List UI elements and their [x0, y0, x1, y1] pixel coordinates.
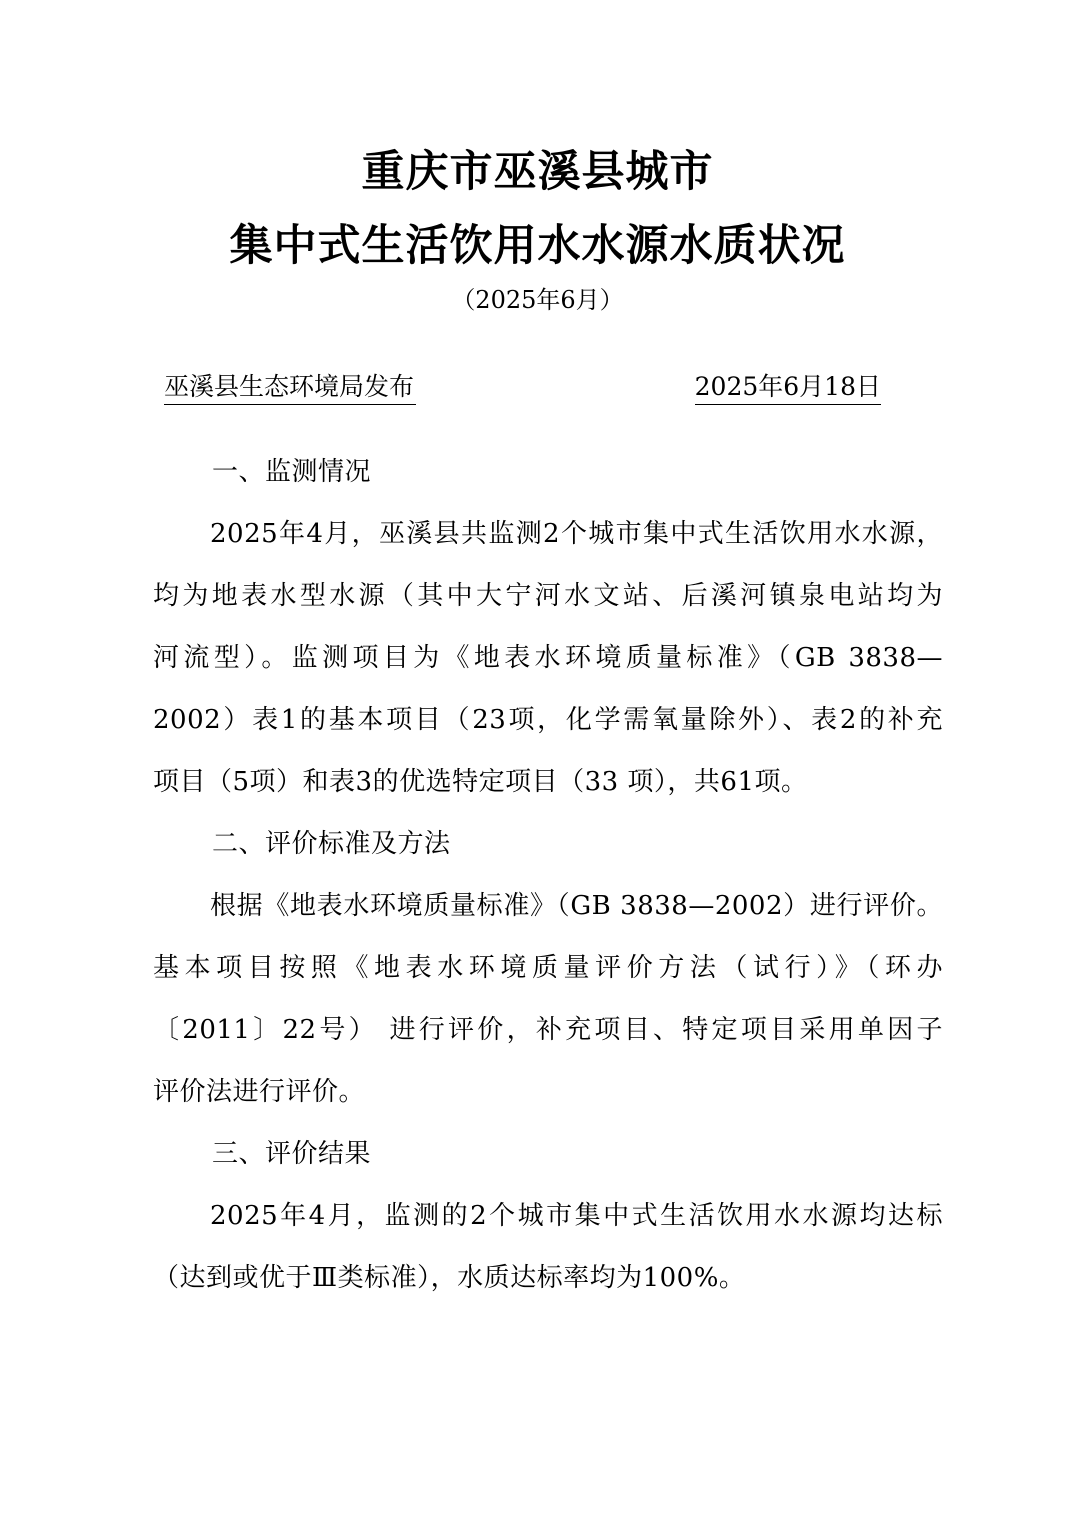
- paragraph-line: 根据《地表水环境质量标准》（GB 3838—2002）进行评价。: [210, 891, 943, 921]
- paragraph-line: 基本项目按照《地表水环境质量评价方法（试行）》（环办: [153, 953, 943, 983]
- paragraph-line: 2025年4月，巫溪县共监测2个城市集中式生活饮用水水源，: [210, 519, 943, 549]
- paragraph-line: （达到或优于Ⅲ类标准），水质达标率均为100%。: [153, 1263, 746, 1293]
- paragraph-line: 河流型）。监测项目为《地表水环境质量标准》（GB 3838—: [153, 643, 943, 673]
- paragraph-line: 〔2011〕22号） 进行评价，补充项目、特定项目采用单因子: [153, 1015, 943, 1045]
- report-period: （2025年6月）: [451, 286, 624, 314]
- paragraph-line: 项目（5项）和表3的优选特定项目（33 项），共61项。: [153, 767, 808, 797]
- publish-date: 2025年6月18日: [695, 370, 881, 405]
- issuer-label: 巫溪县生态环境局发布: [164, 370, 416, 405]
- section-heading-monitoring: 一、监测情况: [212, 457, 372, 487]
- paragraph-line: 评价法进行评价。: [153, 1077, 366, 1107]
- document-title-line-2: 集中式生活饮用水水源水质状况: [229, 221, 846, 271]
- paragraph-line: 均为地表水型水源（其中大宁河水文站、后溪河镇泉电站均为: [153, 581, 943, 611]
- paragraph-line: 2025年4月，监测的2个城市集中式生活饮用水水源均达标: [210, 1201, 943, 1231]
- section-heading-standard: 二、评价标准及方法: [212, 829, 451, 859]
- section-heading-result: 三、评价结果: [212, 1139, 372, 1169]
- paragraph-line: 2002）表1的基本项目（23项，化学需氧量除外）、表2的补充: [153, 705, 943, 735]
- document-title-line-1: 重庆市巫溪县城市: [361, 147, 714, 197]
